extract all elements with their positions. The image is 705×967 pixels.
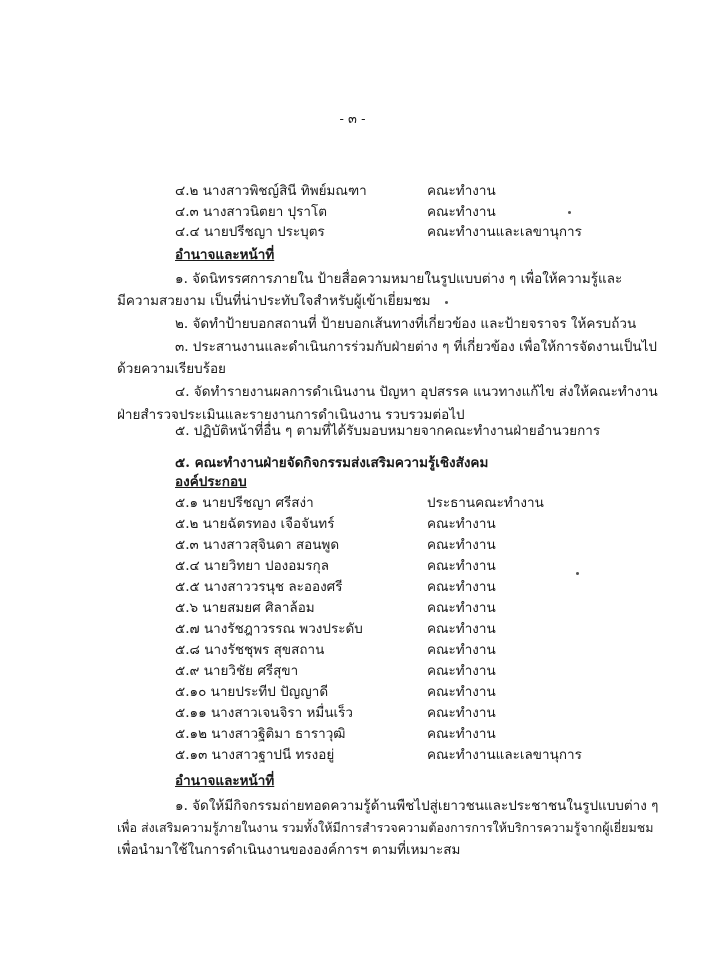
member-role: คณะทำงาน — [427, 579, 496, 595]
section-title: ๕. คณะทำงานฝ่ายจัดกิจกรรมส่งเสริมความรู้เชิงสังคม — [175, 455, 489, 471]
member-role: คณะทำงานและเลขานุการ — [427, 747, 582, 763]
member-name: ๕.๕ นางสาววรนุช ละอองศรี — [175, 579, 343, 595]
member-name: ๕.๘ นางรัชชุพร สุขสถาน — [175, 642, 325, 658]
member-role: คณะทำงาน — [427, 663, 496, 679]
duty-line: ๓. ประสานงานและดำเนินการร่วมกับฝ่ายต่าง ๆ ที่เกี่ยวข้อง เพื่อให้การจัดงานเป็นไป — [175, 339, 657, 355]
member-name: ๕.๑๐ นายประทีป ปัญญาดี — [175, 684, 329, 700]
member-name: ๕.๙ นายวิชัย ศรีสุขา — [175, 663, 299, 679]
member-role: คณะทำงาน — [427, 684, 496, 700]
member-role: คณะทำงาน — [427, 183, 496, 199]
member-name: ๔.๔ นายปรีชญา ประบุตร — [175, 224, 325, 240]
member-role: คณะทำงาน — [427, 600, 496, 616]
composition-heading: องค์ประกอบ — [175, 474, 247, 490]
member-name: ๕.๓ นางสาวสุจินดา สอนพูด — [175, 537, 340, 553]
member-role: คณะทำงาน — [427, 621, 496, 637]
member-role: คณะทำงาน — [427, 516, 496, 532]
duty-line: เพื่อ ส่งเสริมความรู้ภายในงาน รวมทั้งให้มีการสำรวจความต้องการการให้บริการความรู้จากผู้เยี่ยมชม — [117, 820, 654, 835]
duties-heading: อำนาจและหน้าที่ — [175, 247, 275, 263]
member-name: ๕.๖ นายสมยศ ศิลาล้อม — [175, 600, 315, 616]
member-role: ประธานคณะทำงาน — [427, 495, 544, 511]
page-number: - ๓ - — [339, 112, 366, 127]
member-name: ๕.๑๓ นางสาวฐาปนี ทรงอยู่ — [175, 747, 335, 763]
duty-line: ๔. จัดทำรายงานผลการดำเนินงาน ปัญหา อุปสรรค แนวทางแก้ไข ส่งให้คณะทำงาน — [175, 384, 658, 400]
member-role: คณะทำงาน — [427, 642, 496, 658]
member-role: คณะทำงาน — [427, 204, 496, 220]
member-name: ๔.๓ นางสาวนิตยา ปุราโต — [175, 204, 328, 220]
duty-line: ด้วยความเรียบร้อย — [117, 361, 226, 377]
duty-line: ๑. จัดนิทรรศการภายใน ป้ายสื่อความหมายในรูปแบบต่าง ๆ เพื่อให้ความรู้และ — [175, 271, 623, 287]
scan-speck — [576, 572, 579, 575]
scan-speck — [568, 211, 571, 214]
duty-line: ฝ่ายสำรวจประเมินและรายงานการดำเนินงาน รวบรวมต่อไป — [117, 407, 465, 423]
duty-line: ๕. ปฏิบัติหน้าที่อื่น ๆ ตามที่ได้รับมอบหมายจากคณะทำงานฝ่ายอำนวยการ — [175, 423, 601, 439]
duty-line: ๒. จัดทำป้ายบอกสถานที่ ป้ายบอกเส้นทางที่เกี่ยวข้อง และป้ายจราจร ให้ครบถ้วน — [175, 316, 637, 332]
member-name: ๔.๒ นางสาวพิชญ์สินี ทิพย์มณฑา — [175, 183, 367, 199]
member-name: ๕.๔ นายวิทยา ปองอมรกุล — [175, 558, 329, 574]
member-name: ๕.๗ นางรัชฎาวรรณ พวงประดับ — [175, 621, 363, 637]
member-role: คณะทำงาน — [427, 705, 496, 721]
duty-line: มีความสวยงาม เป็นที่น่าประทับใจสำหรับผู้เข้าเยี่ยมชม — [117, 293, 431, 309]
duty-line: เพื่อนำมาใช้ในการดำเนินงานขององค์การฯ ตามที่เหมาะสม — [117, 842, 461, 858]
member-role: คณะทำงาน — [427, 726, 496, 742]
member-name: ๕.๑๑ นางสาวเจนจิรา หมื่นเร็ว — [175, 705, 353, 721]
duty-line: ๑. จัดให้มีกิจกรรมถ่ายทอดความรู้ด้านพืชไปสู่เยาวชนและประชาชนในรูปแบบต่าง ๆ — [175, 798, 659, 814]
member-name: ๕.๑๒ นางสาวฐิติมา ธาราวุฒิ — [175, 726, 346, 742]
member-role: คณะทำงาน — [427, 537, 496, 553]
member-name: ๕.๑ นายปรีชญา ศรีสง่า — [175, 495, 314, 511]
member-name: ๕.๒ นายฉัตรทอง เจือจันทร์ — [175, 516, 335, 532]
scan-speck — [445, 301, 448, 304]
duties-heading: อำนาจและหน้าที่ — [175, 773, 275, 789]
member-role: คณะทำงาน — [427, 558, 496, 574]
member-role: คณะทำงานและเลขานุการ — [427, 224, 582, 240]
